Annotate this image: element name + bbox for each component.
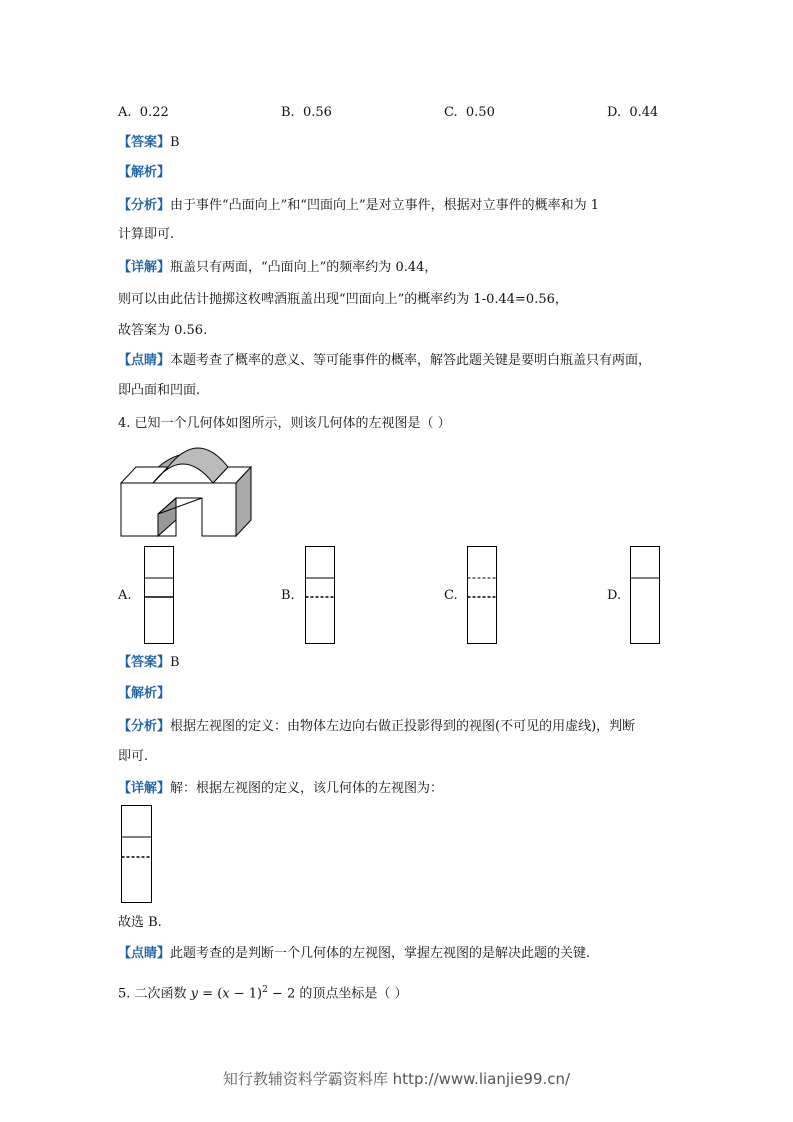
q4-answer: 【答案】B [118, 655, 180, 670]
q4-analysis-tag: 【解析】 [118, 686, 171, 701]
q3-option-c: C. 0.50 [444, 105, 495, 120]
q3-fenxi-line1: 【分析】由于事件“凸面向上”和“凹面向上”是对立事件，根据对立事件的概率和为 1 [118, 198, 600, 213]
footer-watermark: 知行教辅资料学霸资料库 http://www.lianjie99.cn/ [222, 1070, 571, 1088]
q4-option-a-letter: A. [118, 588, 132, 603]
q4-conclusion: 故选 B. [118, 915, 162, 930]
q4-option-c-figure [467, 546, 499, 646]
q4-fenxi-line1: 【分析】根据左视图的定义：由物体左边向右做正投影得到的视图(不可见的用虚线)，判断 [118, 719, 636, 734]
q4-option-c-letter: C. [444, 588, 458, 603]
q3-xiangjie-line1: 【详解】瓶盖只有两面，“凸面向上”的频率约为 0.44， [118, 260, 438, 275]
q5-stem: 5. 二次函数 $y = (x - 1)^2 - 2$ 的顶点坐标是（ ） [118, 985, 408, 1002]
q3-option-b: B. 0.56 [281, 105, 332, 120]
answer-tag: 【答案】 [118, 135, 171, 150]
q4-option-b-letter: B. [281, 588, 295, 603]
q3-xiangjie-line3: 故答案为 0.56. [118, 323, 208, 338]
q3-answer: 【答案】B [118, 135, 180, 150]
q3-analysis-tag: 【解析】 [118, 165, 171, 180]
q4-option-a-figure [144, 546, 176, 646]
q4-option-d-letter: D. [607, 588, 622, 603]
q4-solid-figure [118, 443, 258, 538]
q4-stem: 4. 已知一个几何体如图所示，则该几何体的左视图是（ ） [118, 416, 451, 431]
q4-option-b-figure [305, 546, 337, 646]
q4-solution-figure [121, 805, 155, 905]
q4-dianjing-line1: 【点睛】此题考查的是判断一个几何体的左视图，掌握左视图的是解决此题的关键. [118, 946, 591, 961]
q3-option-d: D. 0.44 [607, 105, 659, 120]
q4-fenxi-line2: 即可. [118, 749, 149, 764]
q3-dianjing-line1: 【点睛】本题考查了概率的意义、等可能事件的概率，解答此题关键是要明白瓶盖只有两面， [118, 353, 652, 368]
q3-fenxi-line2: 计算即可. [118, 227, 175, 242]
q3-xiangjie-line2: 则可以由此估计抛掷这枚啤酒瓶盖出现“凹面向上”的概率约为 1-0.44=0.56， [118, 292, 568, 307]
q3-dianjing-line2: 即凸面和凹面. [118, 383, 201, 398]
q3-option-a: A. 0.22 [118, 105, 169, 120]
q4-xiangjie-line1: 【详解】解：根据左视图的定义，该几何体的左视图为： [118, 781, 444, 796]
q4-option-d-figure [630, 546, 662, 646]
